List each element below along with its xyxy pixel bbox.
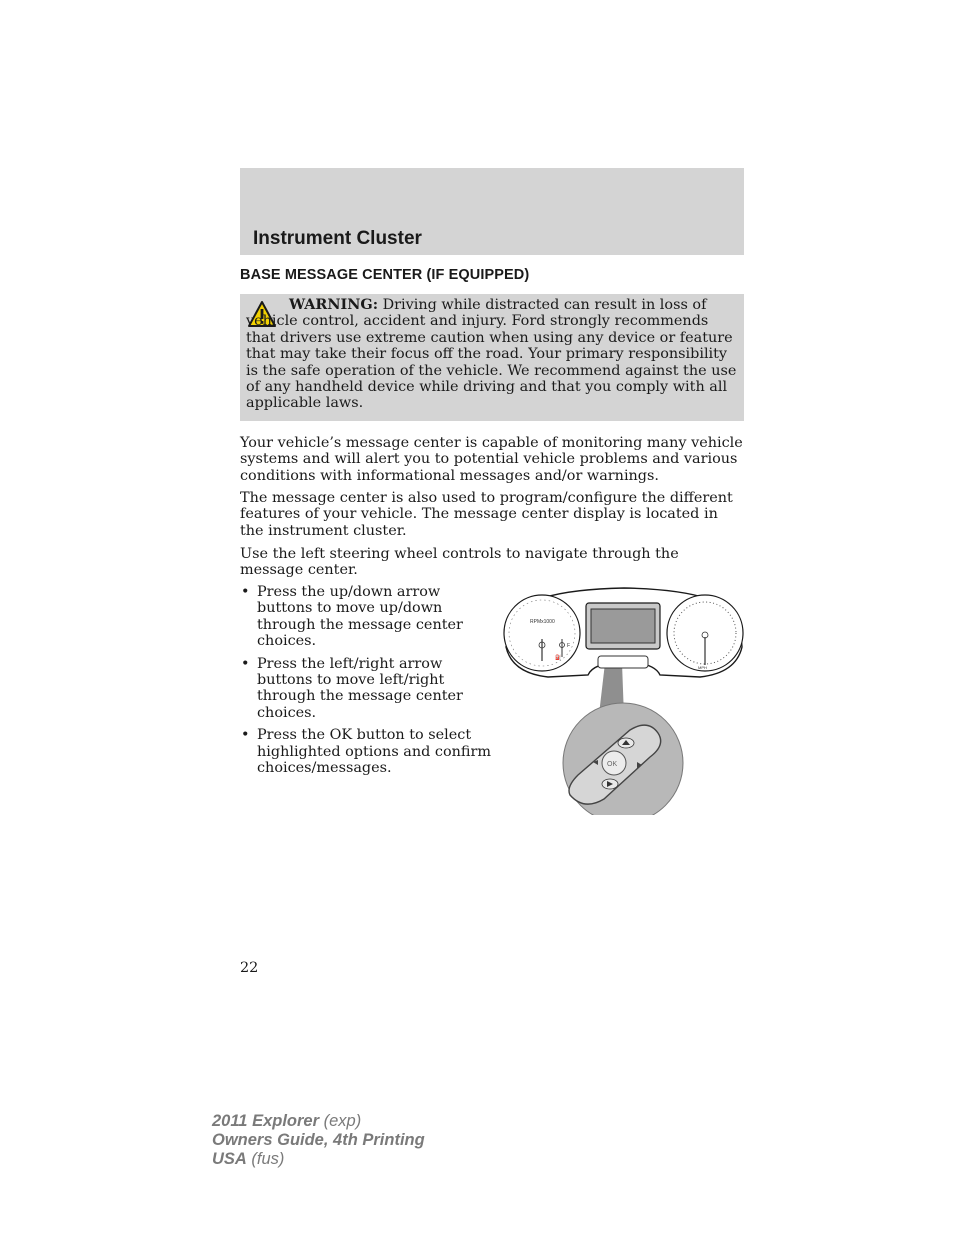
list-item: • Press the left/right arrow buttons to move left/right through the message center choices. [241,655,463,721]
speed-label: MPH [698,665,707,670]
warning-text [246,297,738,412]
footer-market: USA [212,1150,247,1168]
footer-market-code: (fus) [246,1150,285,1168]
paragraph-steering-controls: Use the left steering wheel controls to navigate through the message center. [240,546,679,579]
tachometer-gauge [504,595,580,671]
paragraph-message-center-display: The message center is also used to program/configure the different features of your vehicle. The message center display is located in the instrument cluster. [240,490,733,539]
warning-body: Driving while distracted can result in loss of vehicle control, accident and injury. Ford strongly recommends that drivers use extreme caution when using any device or feature that may take their focus off the road. Your primary responsibility is the safe operation of the vehicle. We recommend against the use of any handheld device while driving and that you comply with all applicable laws. [246,297,737,412]
footer-model-code: (exp) [319,1112,362,1130]
ok-button-label: OK [607,761,618,768]
list-item-text: Press the OK button to select highlighted options and confirm choices/messages. [257,727,492,777]
message-center-display [591,609,655,643]
page-number: 22 [240,960,259,976]
paragraph-message-center-intro: Your vehicle’s message center is capable of monitoring many vehicle systems and will alert you to potential vehicle problems and various conditions with informational messages and/or warnings. [240,435,743,484]
footer-guide: Owners Guide, 4th Printing [212,1131,425,1149]
list-item: • Press the OK button to select highlighted options and confirm choices/messages. [241,727,492,777]
tach-label: RPMx1000 [530,619,555,625]
page-title: Instrument Cluster [253,228,422,249]
indicator-window [598,656,648,668]
instruction-list [240,584,492,782]
list-item: • Press the up/down arrow buttons to move up/down through the message center choices. [241,584,463,650]
list-item-text: Press the left/right arrow buttons to move left/right through the message center choices. [257,655,463,721]
footer [212,1112,425,1169]
warning-label: WARNING: [289,296,379,313]
instrument-cluster-illustration [500,585,748,815]
fuel-icon: ⛽ [555,655,562,661]
speedometer-gauge [667,595,743,671]
fuel-full-label: F [567,643,571,649]
list-item-text: Press the up/down arrow buttons to move up/down through the message center choices. [257,584,463,650]
section-heading: BASE MESSAGE CENTER (IF EQUIPPED) [240,267,530,283]
footer-model: 2011 Explorer [212,1112,320,1130]
